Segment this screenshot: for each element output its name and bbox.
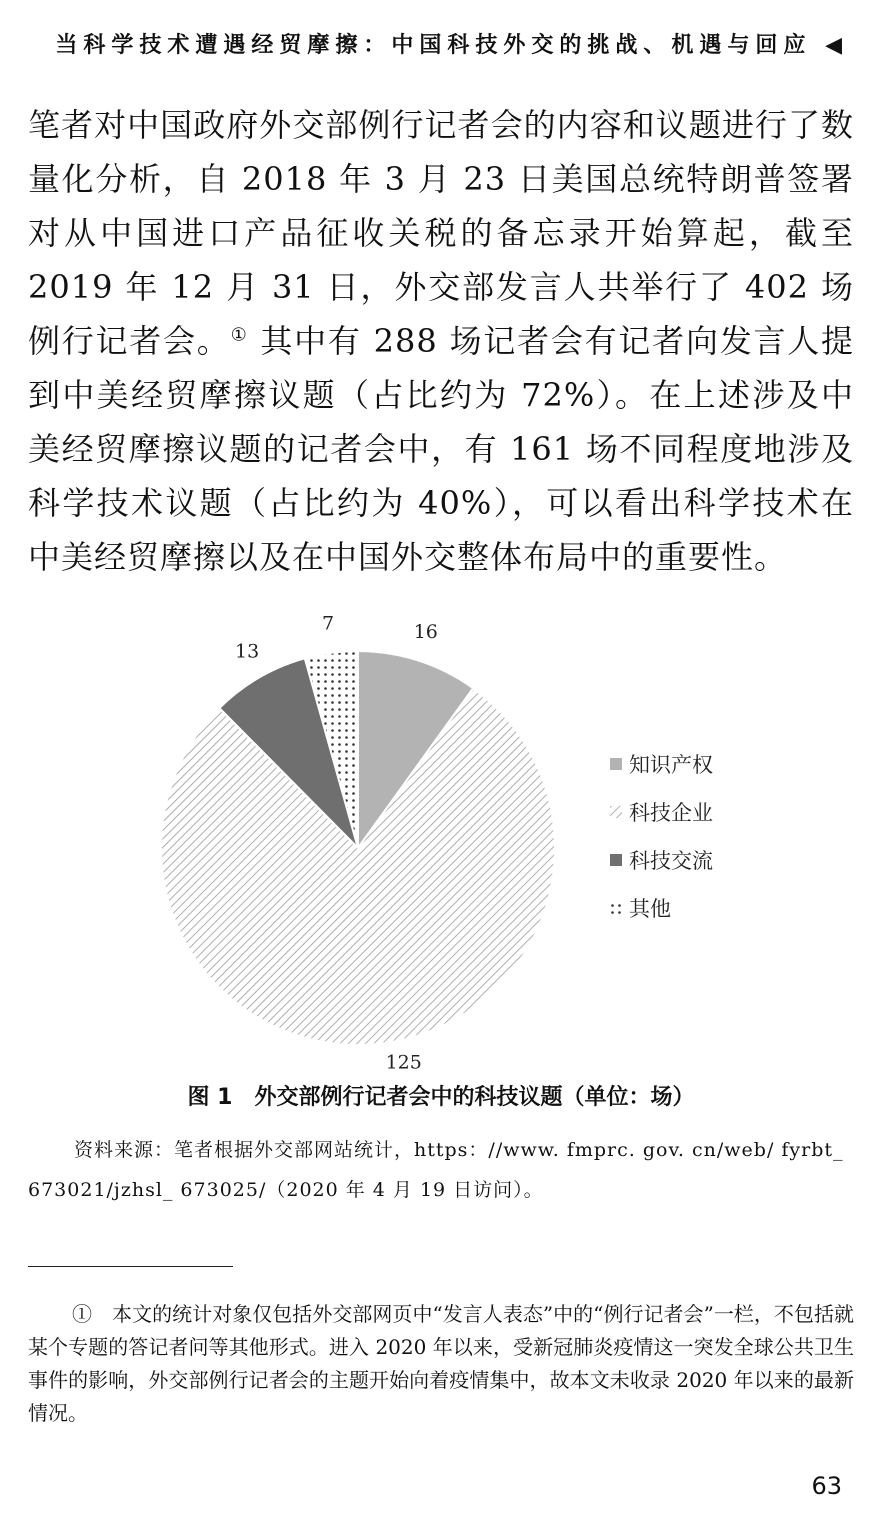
slice-value-label: 13 <box>235 640 260 663</box>
legend-swatch <box>610 758 622 770</box>
chart-legend <box>610 753 713 921</box>
legend-label: 科技交流 <box>629 849 713 873</box>
slice-value-label: 7 <box>321 612 335 635</box>
footnote-divider <box>28 1266 233 1267</box>
legend-swatch <box>610 806 622 818</box>
slice-value-label: 125 <box>385 1051 422 1074</box>
legend-swatch <box>610 902 622 914</box>
legend-label: 知识产权 <box>629 753 713 777</box>
slice-value-label: 16 <box>413 621 438 643</box>
figure-caption: 图 1 外交部例行记者会中的科技议题（单位：场） <box>187 1085 695 1110</box>
footnote: ① 本文的统计对象仅包括外交部网页中“发言人表态”中的“例行记者会”一栏，不包括就某个专题的答记者问等其他形式。进入 2020 年以来，受新冠肺炎疫情这一突发全球公共卫生事件的影响，外交部例行记者会的主题开始向着疫情集中，故本文未收录 2020 年以来的最新情况。 <box>28 1302 854 1425</box>
pie-chart <box>140 612 740 1074</box>
main-paragraph <box>28 98 854 584</box>
legend-swatch <box>610 854 622 866</box>
footnote-reference[interactable]: ① <box>230 324 249 346</box>
legend-label: 科技企业 <box>629 801 713 825</box>
page-number: 63 <box>811 1472 842 1500</box>
legend-label: 其他 <box>629 897 671 921</box>
paragraph-main-text: 笔者对中国政府外交部例行记者会的内容和议题进行了数量化分析，自 2018 年 3 月 23 日美国总统特朗普签署对从中国进口产品征收关税的备忘录开始算起，截至 2019 年 12 月 31 日，外交部发言人共举行了 402 场例行记者会。 <box>28 106 854 360</box>
pie-slices <box>161 651 555 1045</box>
figure-source-note: 资料来源：笔者根据外交部网站统计，https：//www. fmprc. gov. cn/web/ fyrbt_ 673021/jzhsl_ 673025/（2020 年 4 月 19 日访问）。 <box>28 1139 844 1201</box>
paragraph-rest-text: 其中有 288 场记者会有记者向发言人提到中美经贸摩擦议题（占比约为 72%）。在上述涉及中美经贸摩擦议题的记者会中，有 161 场不同程度地涉及科学技术议题（占比约为 40%），可以看出科学技术在中美经贸摩擦以及在中国外交整体布局中的重要性。 <box>28 322 854 576</box>
running-header: 当科学技术遭遇经贸摩擦：中国科技外交的挑战、机遇与回应 ◀ <box>55 33 848 58</box>
